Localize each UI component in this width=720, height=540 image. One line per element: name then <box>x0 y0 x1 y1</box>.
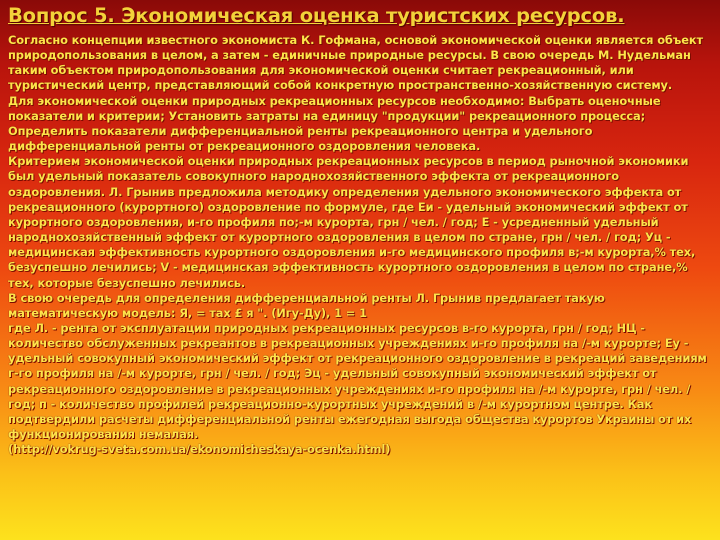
paragraph-criterion: Критерием экономической оценки природных рекреационных ресурсов в период рыночной экономики был удельный показатель совокупного народнохозяйственного эффекта от рекреационного оздоровления. Л. Грынив предложила методику определения удельного экономического эффекта от рекреационного (курортного) оздоровление по формуле, где Еи - удельный экономический эффект от курортного оздоровления, и-го профиля по;-м курорта, грн / чел. / год; Е - усредненный удельный народнохозяйственный эффект от курортного оздоровления в целом по стране, грн / чел. / год; Уц - медицинская эффективность курортного оздоровления и-го медицинского профиля в;-м курорта,% тех, безуспешно лечились; V - медицинская эффективность курортного оздоровления в целом по стране,% тех, которые безуспешно лечились. <box>8 154 696 290</box>
paragraph-rent-model: В свою очередь для определения дифференциальной ренты Л. Грынив предлагает такую математическую модель: Я, = тах £ я ". (Игу-Ду), 1 = 1 <box>8 290 605 320</box>
paragraph-source-link: (http://vokrug-sveta.com.ua/ekonomicheskaya-ocenka.html) <box>8 442 391 457</box>
paragraph-gofman-concept: Согласно концепции известного экономиста К. Гофмана, основой экономической оценки является объект природопользования в целом, а затем - единичные природные ресурсы. В свою очередь М. Нудельман таким объектом природопользования для экономической оценки считает рекреационный, или туристический центр, представляющий собой конкретную пространственно-хозяйственную систему. <box>8 33 704 93</box>
paragraph-evaluation-steps: Для экономической оценки природных рекреационных ресурсов необходимо: Выбрать оценочные показатели и критерии; Установить затраты на единицу "продукции" рекреационного процесса; Определить показатели дифференциальной ренты рекреационного центра и удельного дифференциальной ренты от рекреационного оздоровления человека. <box>8 93 661 154</box>
slide-title: Вопрос 5. Экономическая оценка туристских ресурсов. <box>8 4 625 27</box>
slide-body <box>8 33 712 457</box>
paragraph-rent-definitions: где Л. - рента от эксплуатации природных рекреационных ресурсов в-го курорта, грн / год; НЦ - количество обслуженных рекреантов в рекреационных учреждениях и-го профиля на /-м курорте; Еу - удельный совокупный экономический эффект от рекреационного оздоровление в рекреаций заведениям г-го профиля на /-м курорте, грн / чел. / год; Эц - удельный совокупный экономический эффект от рекреационного оздоровление в рекреационных учреждениях и-го профиля на /-м курорте, грн / чел. / год; п - количество профилей рекреационно-курортных учреждений в /-м курортном центре. Как подтвердили расчеты дифференциальной ренты ежегодная выгода общества курортов Украины от их функционирования немалая. <box>8 320 707 442</box>
